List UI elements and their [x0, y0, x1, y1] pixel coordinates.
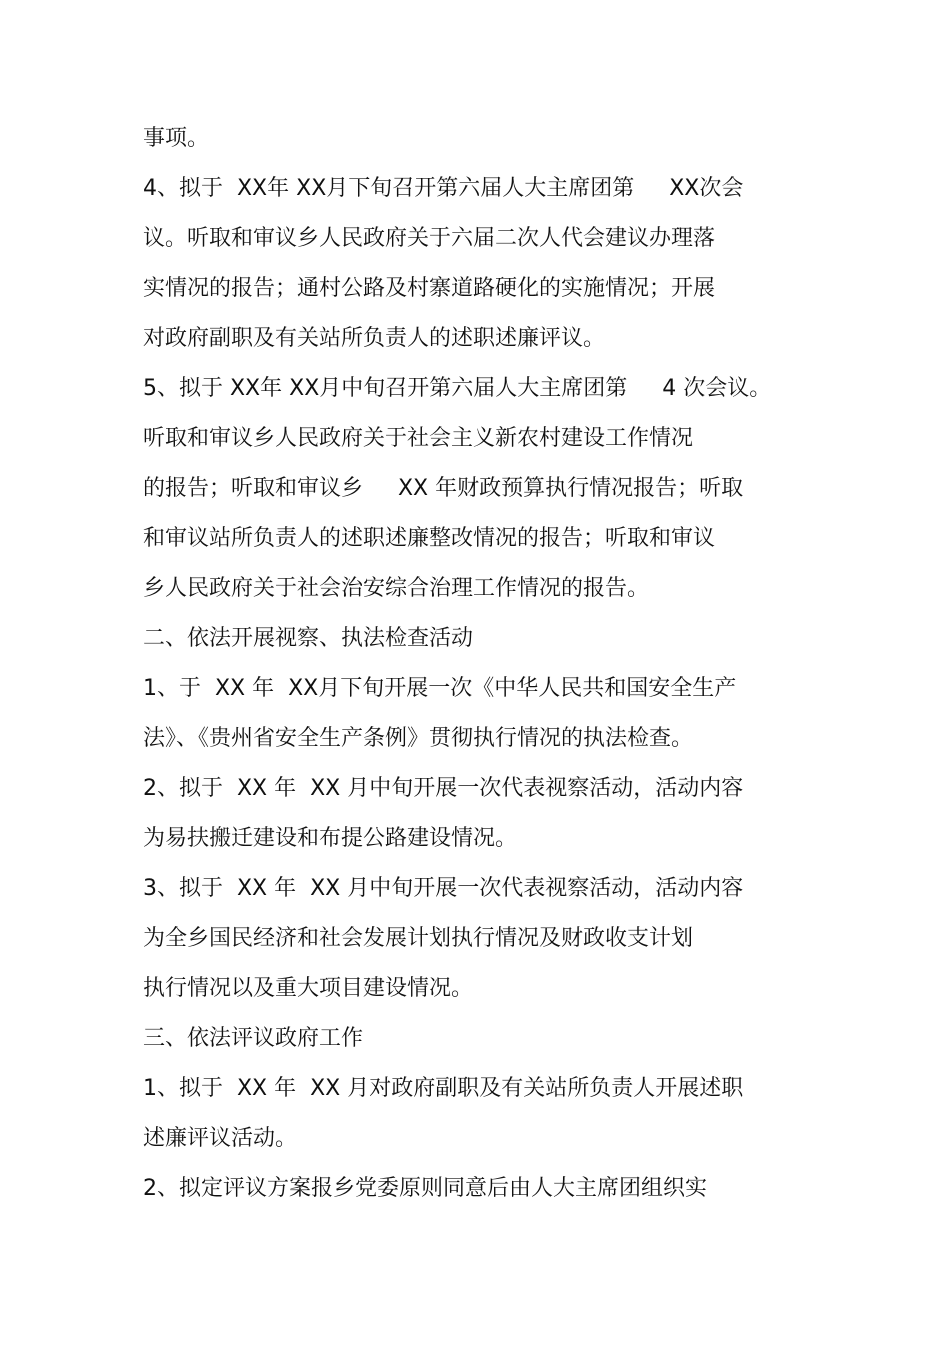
text-line-8: 的报告；听取和审议乡 XX 年财政预算执行情况报告；听取: [143, 476, 744, 501]
text-line-4: 实情况的报告；通村公路及村寨道路硬化的实施情况；开展: [143, 276, 716, 301]
text-line-14: 2、拟于 XX 年 XX 月中旬开展一次代表视察活动，活动内容: [143, 776, 744, 801]
section-heading-3: 三、依法评议政府工作: [143, 1026, 364, 1051]
text-line-9: 和审议站所负责人的述职述廉整改情况的报告；听取和审议: [143, 526, 716, 551]
text-line-17: 为全乡国民经济和社会发展计划执行情况及财政收支计划: [143, 926, 694, 951]
text-line-21: 述廉评议活动。: [143, 1126, 298, 1151]
text-line-5: 对政府副职及有关站所负责人的述职述廉评议。: [143, 326, 606, 351]
text-line-12: 1、于 XX 年 XX月下旬开展一次《中华人民共和国安全生产: [143, 676, 737, 701]
text-line-10: 乡人民政府关于社会治安综合治理工作情况的报告。: [143, 576, 650, 601]
section-heading-2: 二、依法开展视察、执法检查活动: [143, 626, 474, 651]
text-line-7: 听取和审议乡人民政府关于社会主义新农村建设工作情况: [143, 426, 694, 451]
document-body: [143, 119, 803, 1219]
text-line-18: 执行情况以及重大项目建设情况。: [143, 976, 474, 1001]
text-line-16: 3、拟于 XX 年 XX 月中旬开展一次代表视察活动，活动内容: [143, 876, 744, 901]
text-line-3: 议。听取和审议乡人民政府关于六届二次人代会建议办理落: [143, 226, 716, 251]
text-line-22: 2、拟定评议方案报乡党委原则同意后由人大主席团组织实: [143, 1176, 707, 1201]
text-line-1: 事项。: [143, 126, 210, 151]
text-line-2: 4、拟于 XX年 XX月下旬召开第六届人大主席团第 XX次会: [143, 176, 744, 201]
text-line-20: 1、拟于 XX 年 XX 月对政府副职及有关站所负责人开展述职: [143, 1076, 744, 1101]
text-line-15: 为易扶搬迁建设和布提公路建设情况。: [143, 826, 518, 851]
text-line-13: 法》、《贵州省安全生产条例》贯彻执行情况的执法检查。: [143, 726, 694, 751]
text-line-6: 5、拟于 XX年 XX月中旬召开第六届人大主席团第 4 次会议。: [143, 376, 772, 401]
